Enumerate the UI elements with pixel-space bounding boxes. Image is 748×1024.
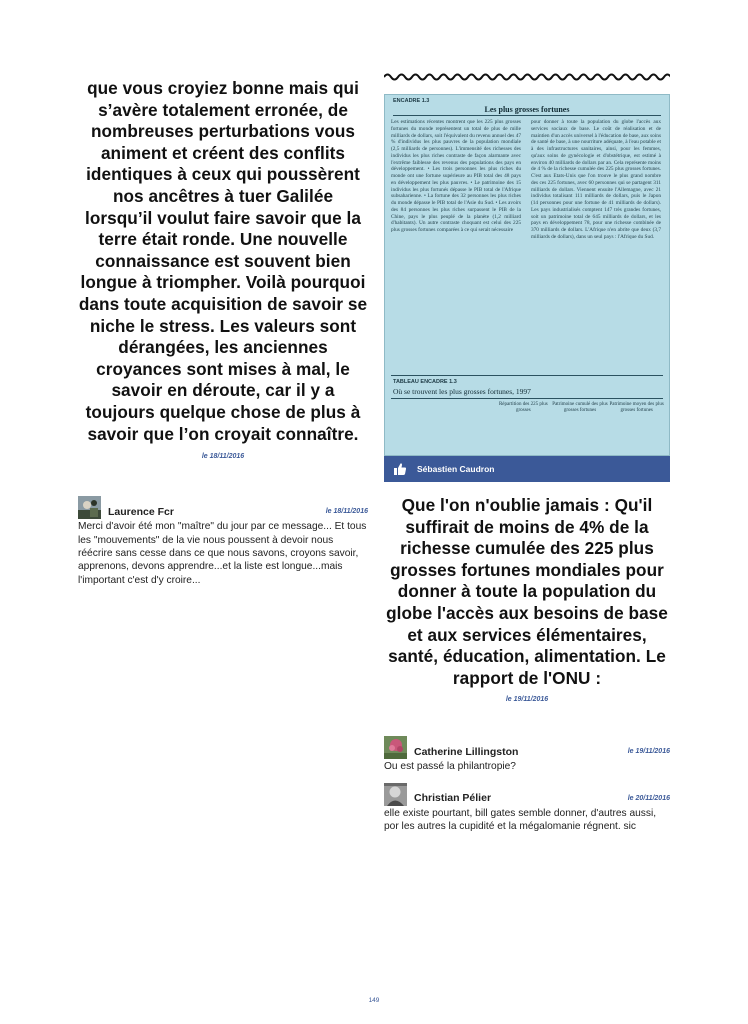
left-column bbox=[78, 78, 368, 587]
avatar-image bbox=[78, 496, 101, 519]
right-column bbox=[384, 70, 670, 834]
avatar[interactable] bbox=[384, 783, 407, 806]
encadre-rule bbox=[393, 115, 661, 116]
commenter-name[interactable]: Laurence Fcr bbox=[108, 505, 174, 518]
comment-text: Merci d'avoir été mon "maître" du jour par ce message... Et tous les "mouvements" de la vie nous poussent à devoir nous réécrire sans cesse dans ce que nous savons, croyons savoir, apprenons, devons apprendre...et la liste est longue...mais l'important c'est d'y croire... bbox=[78, 521, 367, 586]
commenter-name[interactable]: Christian Pélier bbox=[414, 792, 492, 805]
table-header: Patrimoine cumulé des plus grosses fortunes bbox=[552, 402, 608, 413]
post-date: le 19/11/2016 bbox=[505, 696, 549, 704]
post-text: Que l'on n'oublie jamais : Qu'il suffirait de moins de 4% de la richesse cumulée des 225 plus grosses fortunes mondiales pour donner à toute la population du globe l'accès aux besoins de base et aux services élémentaires, santé, éducation, alimentation. Le rapport de l'ONU : bbox=[386, 495, 668, 688]
comment-date: le 20/11/2016 bbox=[627, 794, 670, 802]
table-header: Répartition des 225 plus grosses bbox=[498, 402, 548, 413]
shared-by-bar[interactable] bbox=[384, 456, 670, 482]
scanned-encadre-image[interactable] bbox=[384, 94, 670, 456]
sharer-name[interactable]: Sébastien Caudron bbox=[417, 464, 495, 474]
avatar[interactable] bbox=[384, 736, 407, 759]
thumbs-up-icon bbox=[393, 462, 407, 476]
page-number: 149 bbox=[368, 997, 380, 1004]
avatar[interactable] bbox=[78, 496, 101, 519]
table-label: TABLEAU ENCADRE 1.3 bbox=[393, 379, 457, 385]
comment-date: le 19/11/2016 bbox=[627, 748, 670, 756]
comment-text: Ou est passé la philantropie? bbox=[384, 761, 516, 773]
table-title: Où se trouvent les plus grosses fortunes, 1997 bbox=[393, 387, 531, 396]
table-header: Patrimoine moyen des plus grosses fortunes bbox=[609, 402, 664, 413]
comment-header bbox=[78, 496, 368, 519]
comment-text: elle existe pourtant, bill gates semble donner, d'autres aussi, por les autres la cupidité et la mégalomanie régnent. sic bbox=[384, 807, 657, 833]
encadre-text-left: Les estimations récentes montrent que les 225 plus grosses fortunes du monde représentent un total de plus de mille milliards de dollars, soit l'équivalent du revenu annuel des 47 % d'individus les plus pauvres de la population mondiale (2,5 milliards de personnes). L'immensité des richesses des individus les plus riches contraste de façon alarmante avec l'extrême faiblesse des revenus des populations des pays en développement. • Les trois personnes les plus riches du monde ont une fortune supérieure au PIB total des 48 pays en développement les plus pauvres. • Le patrimoine des 15 individus les plus fortunés dépasse le PIB total de l'Afrique subsaharienne. • La fortune des 32 personnes les plus riches du monde dépasse le PIB total de l'Asie du Sud. • Les avoirs des 84 personnes les plus riches surpassent le PIB de la Chine, pays le plus peuplé de la planète (1,2 milliard d'habitants). Un autre contraste choquant est celui des 225 plus grosses fortunes comparées à ce qui serait nécessaire bbox=[391, 119, 521, 233]
post-date: le 18/11/2016 bbox=[201, 453, 245, 461]
comment bbox=[384, 783, 670, 834]
comment-header bbox=[384, 783, 670, 806]
avatar-image bbox=[384, 736, 407, 759]
encadre-label: ENCADRE 1.3 bbox=[393, 98, 430, 104]
comment-date: le 18/11/2016 bbox=[325, 508, 368, 516]
encadre-rule bbox=[391, 375, 663, 376]
avatar-image bbox=[384, 783, 407, 806]
encadre-text-right: pour donner à toute la population du globe l'accès aux services sociaux de base. Le coût de réalisation et de maintien d'un accès universel à l'éducation de base, aux soins de santé de base, à une nourriture adéquate, à l'eau potable et à des infrastructures sanitaires, ainsi, pour les femmes, qu'aux soins de gynécologie et d'obstétrique, est estimé à environ 40 milliards de dollars par an. Cela représente moins de 4 % de la richesse cumulée des 225 plus grosses fortunes. C'est aux Etats-Unis que l'on trouve le plus grand nombre des ces 225 fortunes, avec 60 personnes qui se partagent 311 milliards de dollars. Viennent ensuite l'Allemagne, avec 21 individus totalisant 111 milliards de dollars, puis le Japon (14 personnes pour une fortune de 41 milliards de dollars). Les pays industrialisés comptent 147 très grandes fortunes, soit un patrimoine total de 645 milliards de dollars, et les pays en développement 78, pour une richesse combinée de 370 milliards de dollars. L'Afrique n'en abrite que deux (3,7 milliards de dollars), dans un seul pays : l'Afrique du Sud. bbox=[531, 119, 661, 240]
comment-header bbox=[384, 736, 670, 759]
post-text: que vous croyiez bonne mais qui s’avère totalement erronée, de nombreuses perturbations vous animent et créent des conflits identiques à ceux qui poussèrent nos ancêtres à tuer Galilée lorsqu’il voulut faire savoir que la terre était ronde. Une nouvelle connaissance est souvent bien longue à triompher. Voilà pourquoi dans toute acquisition de savoir se niche le stress. Les valeurs sont dérangées, les anciennes croyances sont mises à mal, le savoir en déroute, car il y a toujours quelque chose de plus à savoir que l’on croyait connaître. bbox=[78, 78, 368, 444]
encadre-title: Les plus grosses fortunes bbox=[484, 105, 570, 114]
wavy-divider bbox=[384, 70, 670, 84]
comment bbox=[78, 496, 368, 587]
encadre-rule bbox=[391, 398, 663, 399]
commenter-name[interactable]: Catherine Lillingston bbox=[414, 745, 519, 758]
comment bbox=[384, 736, 670, 773]
table-headers bbox=[495, 402, 665, 414]
